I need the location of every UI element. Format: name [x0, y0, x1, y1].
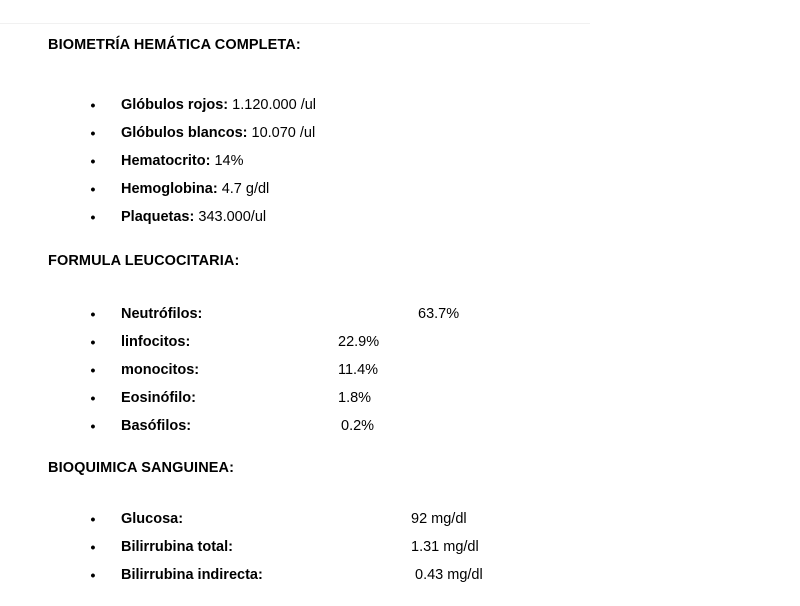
item-label: Basófilos: [121, 418, 192, 434]
bullet-icon: • [90, 511, 96, 527]
item-value: 0.43 mg/dl [415, 567, 483, 583]
item-value: 92 mg/dl [411, 511, 467, 527]
item-label: Glucosa: [121, 511, 184, 527]
bullet-icon: • [90, 125, 96, 141]
bullet-icon: • [90, 181, 96, 197]
item-value: 14% [214, 153, 244, 169]
item-label: Glóbulos blancos: 10.070 /ul [121, 125, 316, 141]
item-label: Hemoglobina: 4.7 g/dl [121, 181, 270, 197]
bullet-icon: • [90, 209, 96, 225]
bullet-icon: • [90, 153, 96, 169]
bullet-icon: • [90, 334, 96, 350]
heading-formula-leucocitaria: FORMULA LEUCOCITARIA: [48, 253, 240, 269]
item-value: 10.070 /ul [251, 125, 316, 141]
bullet-icon: • [90, 97, 96, 113]
bullet-icon: • [90, 306, 96, 322]
item-label: Glóbulos rojos: 1.120.000 /ul [121, 97, 317, 113]
heading-bioquimica: BIOQUIMICA SANGUINEA: [48, 460, 235, 476]
item-label: Eosinófilo: [121, 390, 196, 406]
item-label: Hematocrito: 14% [121, 153, 244, 169]
item-value: 11.4% [338, 362, 379, 378]
item-value: 63.7% [418, 306, 460, 322]
item-value: 1.120.000 /ul [232, 97, 317, 113]
item-value: 343.000/ul [198, 209, 267, 225]
item-label: Neutrófilos: [121, 306, 203, 322]
bullet-icon: • [90, 539, 96, 555]
bullet-icon: • [90, 567, 96, 583]
item-label: Plaquetas: 343.000/ul [121, 209, 267, 225]
item-label: Bilirrubina indirecta: [121, 567, 263, 583]
heading-biometria: BIOMETRÍA HEMÁTICA COMPLETA: [48, 37, 301, 53]
bullet-icon: • [90, 390, 96, 406]
bullet-icon: • [90, 362, 96, 378]
item-label: monocitos: [121, 362, 200, 378]
item-label: linfocitos: [121, 334, 191, 350]
bullet-icon: • [90, 418, 96, 434]
item-label: Bilirrubina total: [121, 539, 233, 555]
item-value: 22.9% [338, 334, 380, 350]
item-value: 1.8% [338, 390, 372, 406]
item-value: 0.2% [341, 418, 375, 434]
item-value: 4.7 g/dl [221, 181, 270, 197]
item-value: 1.31 mg/dl [411, 539, 479, 555]
top-divider [0, 23, 590, 24]
